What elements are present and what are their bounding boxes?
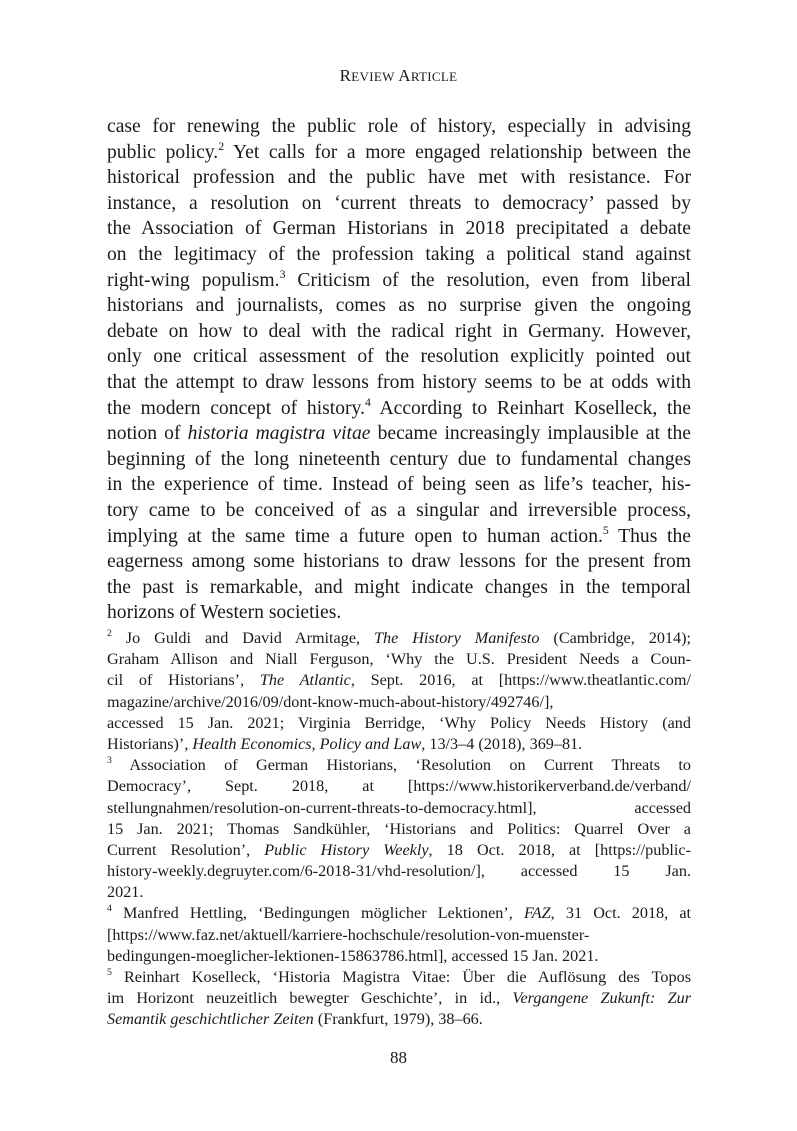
footnote-line: magazine/archive/2016/09/dont-know-much-about-history/492746/],	[107, 692, 554, 711]
footnote-fragment: cil of Historians’,	[107, 671, 260, 690]
footnote-italic: Semantik geschichtlicher Zeiten	[107, 1010, 314, 1029]
footnote-line	[107, 988, 691, 1009]
footnote-line: Graham Allison and Niall Ferguson, ‘Why the U.S. President Needs a Coun-	[107, 650, 691, 669]
footnote-fragment: Association of German Historians, ‘Resolution on Current Threats to	[111, 756, 691, 775]
footnote-ref: 2	[218, 139, 225, 153]
footnote-marker: 3	[107, 755, 112, 767]
footnote-ref: 5	[602, 523, 609, 537]
footnote-fragment: (Frankfurt, 1979), 38–66.	[313, 1010, 483, 1029]
body-line: only one critical assessment of the resolution explicitly pointed out	[107, 346, 691, 368]
footnote-line	[107, 734, 691, 755]
footnote-fragment: im Horizont neuzeitlich bewegter Geschichte’, in id.,	[107, 989, 513, 1008]
body-line	[107, 140, 691, 166]
body-fragment: notion of	[107, 423, 188, 445]
footnote-line: 2021.	[107, 883, 144, 902]
footnote-line	[107, 755, 691, 776]
footnote-marker: 4	[107, 903, 112, 915]
body-fragment: right-wing populism.	[107, 269, 280, 291]
body-line: horizons of Western societies.	[107, 602, 342, 624]
footnote-line	[107, 670, 691, 691]
footnote-line: accessed 15 Jan. 2021; Virginia Berridge, ‘Why Policy Needs History (and	[107, 713, 691, 732]
body-line: case for renewing the public role of history, especially in advising	[107, 116, 691, 137]
footnote-line	[107, 840, 691, 861]
footnote-fragment: , 31 Oct. 2018, at	[550, 904, 692, 923]
footnote-marker: 5	[107, 967, 112, 979]
italic-term: historia magistra vitae	[187, 423, 371, 445]
footnote-line	[107, 628, 691, 649]
body-line: in the experience of time. Instead of being seen as life’s teacher, his-	[107, 474, 691, 496]
footnote-line: stellungnahmen/resolution-on-current-threats-to-democracy.html], accessed	[107, 798, 691, 817]
body-line	[107, 524, 691, 550]
footnote-italic: The History Manifesto	[374, 629, 540, 647]
footnote-italic: Vergangene Zukunft: Zur	[512, 989, 691, 1008]
body-line	[107, 396, 691, 422]
footnote-fragment: , Sept. 2016, at [https://www.theatlantic.com/	[350, 671, 691, 690]
body-line: historians and journalists, comes as no surprise given the ongoing	[107, 295, 691, 317]
body-fragment: implying at the same time a future open to human action.	[107, 525, 603, 547]
footnote-italic: Health Economics, Policy and Law	[192, 734, 422, 753]
footnote-fragment: Historians)’,	[107, 734, 193, 753]
body-fragment: the modern concept of history.	[107, 397, 365, 419]
footnote-line: 15 Jan. 2021; Thomas Sandkühler, ‘Historians and Politics: Quarrel Over a	[107, 819, 691, 838]
body-line: tory came to be conceived of as a singular and irreversible process,	[107, 499, 691, 521]
body-line: instance, a resolution on ‘current threats to democracy’ passed by	[107, 192, 691, 214]
footnote-italic: Public History Weekly	[264, 840, 429, 859]
body-line: debate on how to deal with the radical right in Germany. However,	[107, 320, 691, 342]
running-head-rticle: RTICLE	[410, 69, 458, 84]
footnote-fragment: Manfred Hettling, ‘Bedingungen möglicher Lektionen’,	[111, 904, 524, 923]
footnote-4	[107, 903, 691, 967]
footnote-line: Democracy’, Sept. 2018, at [https://www.historikerverband.de/verband/	[107, 777, 691, 796]
body-line	[107, 268, 691, 294]
footnote-ref: 4	[364, 395, 371, 409]
body-line: the past is remarkable, and might indicate changes in the temporal	[107, 576, 691, 598]
footnote-line	[107, 1009, 691, 1030]
page-number: 88	[390, 1048, 407, 1067]
footnote-italic: FAZ	[523, 904, 551, 923]
body-fragment: Criticism of the resolution, even from liberal	[285, 269, 691, 291]
footnote-marker: 2	[107, 628, 112, 640]
body-fragment: became increasingly implausible at the	[370, 423, 691, 445]
body-fragment: According to Reinhart Koselleck, the	[370, 397, 691, 419]
footnote-fragment: (Cambridge, 2014);	[539, 629, 691, 647]
running-head-a: A	[398, 66, 411, 85]
footnote-line: [https://www.faz.net/aktuell/karriere-hochschule/resolution-von-muenster-	[107, 925, 590, 944]
footnote-3	[107, 755, 691, 903]
body-line: that the attempt to draw lessons from history seems to be at odds with	[107, 371, 691, 393]
body-line: historical profession and the public have met with resistance. For	[107, 167, 691, 189]
footnote-line	[107, 903, 691, 924]
footnote-5	[107, 967, 691, 1031]
footnotes	[107, 628, 691, 1031]
body-fragment: Yet calls for a more engaged relationship between the	[224, 141, 691, 163]
body-text	[107, 114, 691, 626]
footnote-italic: The Atlantic	[259, 671, 351, 690]
running-head-r: R	[339, 66, 352, 85]
body-line: eagerness among some historians to draw lessons for the present from	[107, 551, 691, 573]
body-fragment: Thus the	[608, 525, 691, 547]
footnote-ref: 3	[279, 267, 286, 281]
footnote-line	[107, 967, 691, 988]
footnote-fragment: , 13/3–4 (2018), 369–81.	[421, 734, 583, 753]
footnote-fragment: Current Resolution’,	[107, 840, 265, 859]
running-head-eview: EVIEW	[351, 69, 395, 84]
body-fragment: public policy.	[107, 141, 219, 163]
footnote-line: bedingungen-moeglicher-lektionen-15863786.html], accessed 15 Jan. 2021.	[107, 946, 599, 965]
running-head	[0, 66, 797, 86]
footnote-fragment: Reinhart Koselleck, ‘Historia Magistra Vitae: Über die Auflösung des Topos	[111, 968, 691, 986]
body-line: beginning of the long nineteenth century due to fundamental changes	[107, 448, 691, 470]
footnote-2	[107, 628, 691, 755]
body-line: on the legitimacy of the profession taking a political stand against	[107, 243, 691, 265]
body-line: the Association of German Historians in 2018 precipitated a debate	[107, 218, 691, 240]
body-line	[107, 421, 691, 447]
footnote-fragment: , 18 Oct. 2018, at [https://public-	[428, 840, 691, 859]
footnote-line: history-weekly.degruyter.com/6-2018-31/vhd-resolution/], accessed 15 Jan.	[107, 862, 691, 881]
footnote-fragment: Jo Guldi and David Armitage,	[111, 629, 374, 647]
